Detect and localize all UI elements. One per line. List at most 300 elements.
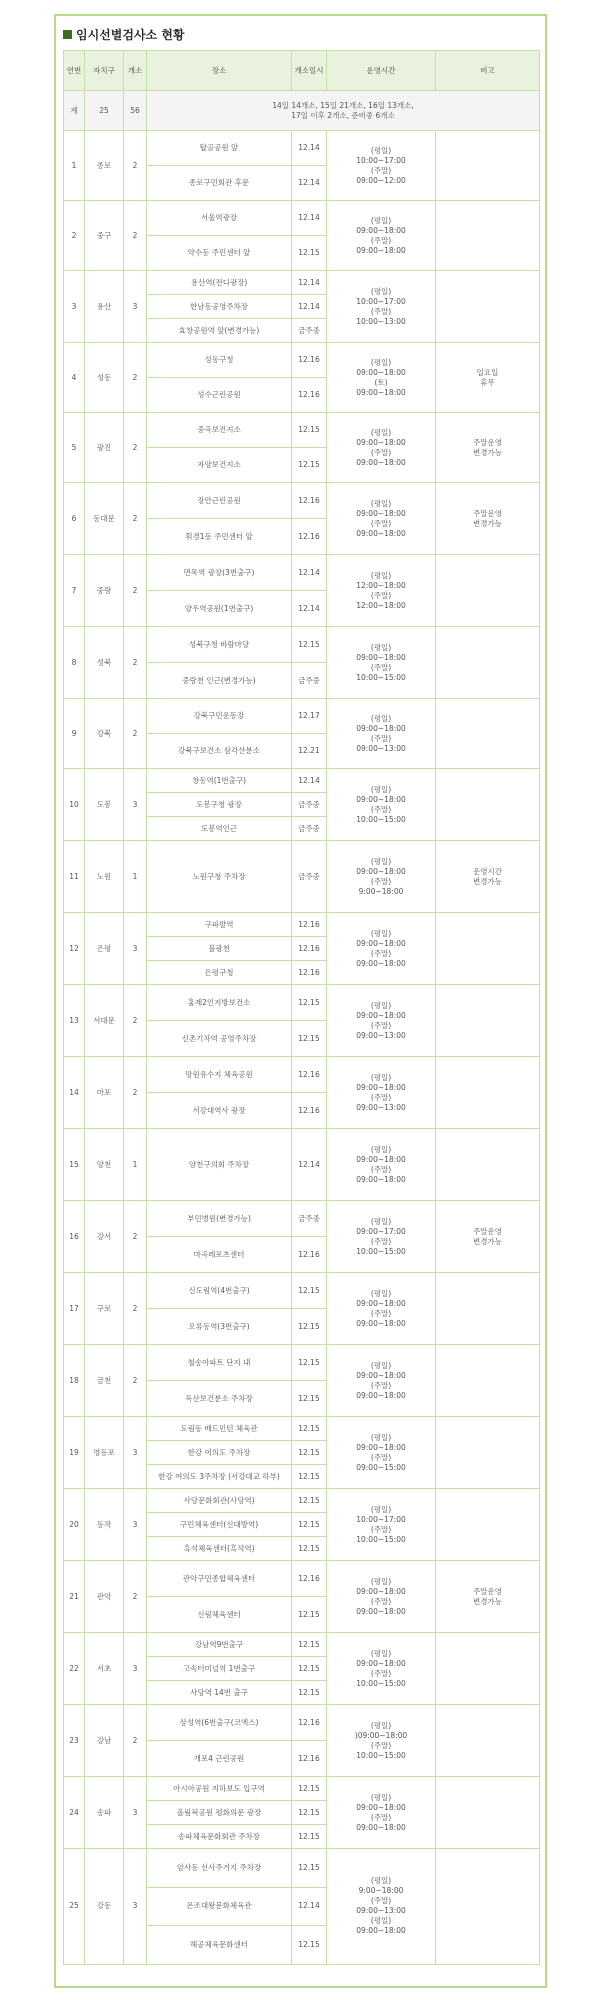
district-no: 18 <box>64 1345 85 1417</box>
place-name: 흑석체육센터(흑석역) <box>147 1537 292 1561</box>
hours-line: (주말) <box>370 876 392 886</box>
open-date: 12.14 <box>292 271 327 295</box>
note-line: 변경가능 <box>473 1596 502 1606</box>
operating-hours <box>327 271 436 343</box>
hours-line: 10:00~17:00 <box>356 1514 406 1524</box>
table-row <box>64 769 540 793</box>
note <box>436 841 540 913</box>
open-date: 12.21 <box>292 734 327 769</box>
hours-line: 09:00~18:00 <box>356 1442 406 1452</box>
open-date: 12.15 <box>292 627 327 663</box>
district-no: 10 <box>64 769 85 841</box>
hours-line: 10:00~15:00 <box>356 672 406 682</box>
open-date: 금주중 <box>292 319 327 343</box>
note <box>436 913 540 985</box>
hours-line: (주말) <box>370 1380 392 1390</box>
open-date: 12.15 <box>292 1381 327 1417</box>
header-district: 자치구 <box>85 51 124 91</box>
district-no: 6 <box>64 483 85 555</box>
hours-line: 09:00~18:00 <box>356 1586 406 1596</box>
table-row <box>64 1489 540 1513</box>
header-hours: 운영시간 <box>327 51 436 91</box>
district-no: 12 <box>64 913 85 985</box>
district-name: 동작 <box>85 1489 124 1561</box>
open-date: 12.16 <box>292 1561 327 1597</box>
hours-line: (토) <box>374 377 388 387</box>
hours-line: 09:00~18:00 <box>356 1318 406 1328</box>
hours-line: )09:00~18:00 <box>354 1730 408 1740</box>
hours-line: (주말) <box>370 1020 392 1030</box>
open-date: 금주중 <box>292 817 327 841</box>
district-no: 4 <box>64 343 85 413</box>
hours-line: 09:00~18:00 <box>356 958 406 968</box>
district-no: 16 <box>64 1201 85 1273</box>
note-line: 일요일 <box>476 367 499 377</box>
hours-line: (주말) <box>370 1812 392 1822</box>
district-count: 2 <box>124 483 147 555</box>
hours-line: (주말) <box>370 948 392 958</box>
hours-line: (평일) <box>370 215 392 225</box>
district-name: 성동 <box>85 343 124 413</box>
hours-line: 09:00~13:00 <box>356 743 406 753</box>
operating-hours <box>327 343 436 413</box>
note <box>436 1561 540 1633</box>
note <box>436 1201 540 1273</box>
district-count: 2 <box>124 1057 147 1129</box>
hours-line: 09:00~18:00 <box>356 723 406 733</box>
place-name: 중곡보건지소 <box>147 413 292 448</box>
section-heading <box>63 24 538 44</box>
operating-hours <box>327 483 436 555</box>
open-date: 12.15 <box>292 448 327 483</box>
open-date: 12.14 <box>292 131 327 166</box>
header-note: 비고 <box>436 51 540 91</box>
hours-line: 09:00~18:00 <box>356 1822 406 1832</box>
district-no: 8 <box>64 627 85 699</box>
open-date: 12.16 <box>292 378 327 413</box>
hours-line: 09:00~18:00 <box>356 1010 406 1020</box>
hours-line: (평일) <box>370 427 392 437</box>
hours-line: (평일) <box>370 1916 392 1926</box>
hours-line: (주말) <box>370 1236 392 1246</box>
open-date: 12.15 <box>292 1513 327 1537</box>
place-name: 개포4 근린공원 <box>147 1741 292 1777</box>
open-date: 금주중 <box>292 841 327 913</box>
hours-line: (평일) <box>370 1720 392 1730</box>
district-no: 20 <box>64 1489 85 1561</box>
open-date: 12.16 <box>292 519 327 555</box>
district-no: 22 <box>64 1633 85 1705</box>
operating-hours <box>327 627 436 699</box>
hours-line: (주말) <box>370 235 392 245</box>
district-name: 강남 <box>85 1705 124 1777</box>
note <box>436 1273 540 1345</box>
place-name: 서울역광장 <box>147 201 292 236</box>
hours-line: (평일) <box>370 928 392 938</box>
district-no: 19 <box>64 1417 85 1489</box>
table-row <box>64 271 540 295</box>
hours-line: (주말) <box>370 165 392 175</box>
place-name: 휘경1동 주민센터 앞 <box>147 519 292 555</box>
hours-line: (평일) <box>370 1648 392 1658</box>
district-name: 서초 <box>85 1633 124 1705</box>
place-name: 철송아파트 단지 내 <box>147 1345 292 1381</box>
hours-line: (주말) <box>370 1164 392 1174</box>
district-count: 2 <box>124 343 147 413</box>
place-name: 온조대왕문화체육관 <box>147 1887 292 1926</box>
hours-line: 10:00~17:00 <box>356 296 406 306</box>
place-name: 강남역9번출구 <box>147 1633 292 1657</box>
place-name: 효창공원역 앞(변경가능) <box>147 319 292 343</box>
operating-hours <box>327 1129 436 1201</box>
table-row <box>64 627 540 663</box>
place-name: 신촌기차역 공영주차장 <box>147 1021 292 1057</box>
hours-line: (평일) <box>370 1072 392 1082</box>
note <box>436 555 540 627</box>
hours-line: (주말) <box>370 804 392 814</box>
district-count: 3 <box>124 1849 147 1965</box>
note <box>436 1849 540 1965</box>
district-name: 강북 <box>85 699 124 769</box>
district-count: 2 <box>124 1705 147 1777</box>
place-name: 도림동 배드민턴 체육관 <box>147 1417 292 1441</box>
open-date: 12.16 <box>292 1741 327 1777</box>
district-name: 금천 <box>85 1345 124 1417</box>
district-count: 1 <box>124 1129 147 1201</box>
hours-line: (주말) <box>370 1668 392 1678</box>
open-date: 12.15 <box>292 1926 327 1965</box>
total-district-count: 25 <box>85 91 124 131</box>
operating-hours <box>327 1057 436 1129</box>
note-line: 주말운영 <box>473 437 502 447</box>
hours-line: 10:00~17:00 <box>356 155 406 165</box>
hours-line: 09:00~18:00 <box>356 245 406 255</box>
hours-line: 9:00~18:00 <box>358 886 404 896</box>
hours-line: (주말) <box>370 1452 392 1462</box>
hours-line: 09:00~13:00 <box>356 1030 406 1040</box>
note-line: 변경가능 <box>473 518 502 528</box>
hours-line: (주말) <box>370 306 392 316</box>
table-row <box>64 699 540 734</box>
note <box>436 483 540 555</box>
district-no: 11 <box>64 841 85 913</box>
district-no: 21 <box>64 1561 85 1633</box>
place-name: 홍제2인지방보건소 <box>147 985 292 1021</box>
note-line: 변경가능 <box>473 876 502 886</box>
open-date: 12.14 <box>292 591 327 627</box>
table-row <box>64 1849 540 1888</box>
table-row <box>64 1129 540 1201</box>
hours-line: (평일) <box>370 1576 392 1586</box>
operating-hours <box>327 1201 436 1273</box>
hours-line: 09:00~18:00 <box>356 508 406 518</box>
hours-line: 09:00~18:00 <box>356 528 406 538</box>
hours-line: 09:00~18:00 <box>356 1390 406 1400</box>
district-no: 1 <box>64 131 85 201</box>
place-name: 성동구청 <box>147 343 292 378</box>
note <box>436 1345 540 1417</box>
place-name: 성북구청 바람마당 <box>147 627 292 663</box>
note <box>436 985 540 1057</box>
open-date: 12.15 <box>292 1309 327 1345</box>
place-name: 사당역 14번 출구 <box>147 1681 292 1705</box>
operating-hours <box>327 1273 436 1345</box>
table-row <box>64 1345 540 1381</box>
place-name: 도봉역인근 <box>147 817 292 841</box>
hours-line: (평일) <box>370 1288 392 1298</box>
district-count: 2 <box>124 1345 147 1417</box>
district-count: 2 <box>124 131 147 201</box>
hours-line: (주말) <box>370 1524 392 1534</box>
open-date: 12.15 <box>292 1441 327 1465</box>
place-name: 자양보건지소 <box>147 448 292 483</box>
hours-line: 10:00~15:00 <box>356 814 406 824</box>
district-no: 15 <box>64 1129 85 1201</box>
hours-line: (평일) <box>370 357 392 367</box>
place-name: 약수동 주민센터 앞 <box>147 236 292 271</box>
table-row <box>64 841 540 913</box>
open-date: 12.14 <box>292 555 327 591</box>
place-name: 사당문화회관(사당역) <box>147 1489 292 1513</box>
hours-line: 10:00~15:00 <box>356 1246 406 1256</box>
district-no: 9 <box>64 699 85 769</box>
district-no: 17 <box>64 1273 85 1345</box>
hours-line: (평일) <box>370 856 392 866</box>
table-row <box>64 913 540 937</box>
open-date: 12.16 <box>292 961 327 985</box>
table-row <box>64 1633 540 1657</box>
note-line: 주말운영 <box>473 1226 502 1236</box>
open-date: 12.16 <box>292 343 327 378</box>
district-name: 은평 <box>85 913 124 985</box>
hours-line: (평일) <box>370 1432 392 1442</box>
hours-line: 09:00~18:00 <box>356 437 406 447</box>
status-panel <box>54 14 547 1988</box>
open-date: 12.16 <box>292 1093 327 1129</box>
open-date: 12.14 <box>292 201 327 236</box>
hours-line: (평일) <box>370 1792 392 1802</box>
district-name: 용산 <box>85 271 124 343</box>
hours-line: (평일) <box>370 498 392 508</box>
table-row <box>64 985 540 1021</box>
note <box>436 201 540 271</box>
place-name: 올림픽공원 평화의문 광장 <box>147 1801 292 1825</box>
open-date: 12.15 <box>292 1021 327 1057</box>
open-date: 12.15 <box>292 1537 327 1561</box>
place-name: 해공체육문화센터 <box>147 1926 292 1965</box>
table-row <box>64 555 540 591</box>
open-date: 12.14 <box>292 166 327 201</box>
hours-line: 10:00~13:00 <box>356 316 406 326</box>
operating-hours <box>327 1705 436 1777</box>
district-no: 25 <box>64 1849 85 1965</box>
district-count: 2 <box>124 1561 147 1633</box>
district-name: 서대문 <box>85 985 124 1057</box>
note <box>436 413 540 483</box>
table-row <box>64 483 540 519</box>
hours-line: (주말) <box>370 518 392 528</box>
header-no: 연번 <box>64 51 85 91</box>
district-name: 중구 <box>85 201 124 271</box>
operating-hours <box>327 201 436 271</box>
hours-line: 09:00~18:00 <box>356 652 406 662</box>
table-row <box>64 1057 540 1093</box>
hours-line: (평일) <box>370 1144 392 1154</box>
note <box>436 1129 540 1201</box>
table-row <box>64 343 540 378</box>
place-name: 오류동역(3번출구) <box>147 1309 292 1345</box>
district-count: 2 <box>124 1201 147 1273</box>
hours-line: (주말) <box>370 662 392 672</box>
table-row <box>64 1777 540 1801</box>
operating-hours <box>327 1417 436 1489</box>
district-count: 3 <box>124 1417 147 1489</box>
district-count: 2 <box>124 627 147 699</box>
hours-line: 09:00~18:00 <box>356 367 406 377</box>
hours-line: 09:00~17:00 <box>356 1226 406 1236</box>
open-date: 12.15 <box>292 1345 327 1381</box>
operating-hours <box>327 555 436 627</box>
hours-line: 09:00~18:00 <box>356 1174 406 1184</box>
district-count: 2 <box>124 413 147 483</box>
district-name: 노원 <box>85 841 124 913</box>
district-no: 3 <box>64 271 85 343</box>
district-count: 2 <box>124 1273 147 1345</box>
hours-line: 09:00~18:00 <box>356 387 406 397</box>
place-name: 중랑천 인근(변경가능) <box>147 663 292 699</box>
district-no: 14 <box>64 1057 85 1129</box>
open-date: 12.16 <box>292 913 327 937</box>
open-date: 12.17 <box>292 699 327 734</box>
district-count: 3 <box>124 271 147 343</box>
table-row <box>64 1201 540 1237</box>
hours-line: 09:00~18:00 <box>356 1370 406 1380</box>
place-name: 성수근린공원 <box>147 378 292 413</box>
place-name: 마곡레포츠센터 <box>147 1237 292 1273</box>
district-name: 강서 <box>85 1201 124 1273</box>
place-name: 면목역 광장(3번출구) <box>147 555 292 591</box>
hours-line: (평일) <box>370 145 392 155</box>
operating-hours <box>327 841 436 913</box>
operating-hours <box>327 1633 436 1705</box>
open-date: 12.16 <box>292 483 327 519</box>
open-date: 12.15 <box>292 985 327 1021</box>
district-count: 1 <box>124 841 147 913</box>
district-name: 종로 <box>85 131 124 201</box>
note <box>436 1633 540 1705</box>
open-date: 12.16 <box>292 1237 327 1273</box>
hours-line: 9:00~18:00 <box>358 1886 404 1896</box>
open-date: 12.15 <box>292 1273 327 1309</box>
operating-hours <box>327 1489 436 1561</box>
operating-hours <box>327 1777 436 1849</box>
place-name: 불광천 <box>147 937 292 961</box>
open-date: 12.15 <box>292 1417 327 1441</box>
hours-line: 12:00~18:00 <box>356 580 406 590</box>
hours-line: (주말) <box>370 447 392 457</box>
hours-line: 09:00~18:00 <box>356 225 406 235</box>
hours-line: (평일) <box>370 1216 392 1226</box>
district-no: 24 <box>64 1777 85 1849</box>
hours-line: 10:00~15:00 <box>356 1750 406 1760</box>
hours-line: (주말) <box>370 733 392 743</box>
hours-line: 09:00~15:00 <box>356 1462 406 1472</box>
place-name: 구파발역 <box>147 913 292 937</box>
place-name: 구민체육센터(신대방역) <box>147 1513 292 1537</box>
hours-line: (주말) <box>370 1596 392 1606</box>
district-name: 양천 <box>85 1129 124 1201</box>
open-date: 12.15 <box>292 1825 327 1849</box>
district-name: 강동 <box>85 1849 124 1965</box>
note <box>436 769 540 841</box>
hours-line: (주말) <box>370 590 392 600</box>
note-line: 주말운영 <box>473 1586 502 1596</box>
testing-sites-table <box>63 50 540 1965</box>
place-name: 송파체육문화회관 주차장 <box>147 1825 292 1849</box>
hours-line: 09:00~18:00 <box>356 1802 406 1812</box>
note-line: 휴무 <box>480 377 495 387</box>
district-no: 5 <box>64 413 85 483</box>
note <box>436 343 540 413</box>
district-name: 영등포 <box>85 1417 124 1489</box>
hours-line: 09:00~13:00 <box>356 1102 406 1112</box>
total-label: 계 <box>64 91 85 131</box>
place-name: 양천구의회 주차장 <box>147 1129 292 1201</box>
district-count: 2 <box>124 699 147 769</box>
table-row <box>64 201 540 236</box>
place-name: 한강 여의도 주차장 <box>147 1441 292 1465</box>
header-place: 장소 <box>147 51 292 91</box>
note-line: 운영시간 <box>473 866 502 876</box>
place-name: 망원유수지 체육공원 <box>147 1057 292 1093</box>
place-name: 부민병원(변경가능) <box>147 1201 292 1237</box>
hours-line: 09:00~18:00 <box>356 1926 406 1936</box>
hours-line: 09:00~18:00 <box>356 794 406 804</box>
district-count: 3 <box>124 1777 147 1849</box>
place-name: 종로구민회관 후문 <box>147 166 292 201</box>
district-name: 광진 <box>85 413 124 483</box>
table-row <box>64 1705 540 1741</box>
hours-line: (평일) <box>370 1876 392 1886</box>
hours-line: 09:00~18:00 <box>356 1154 406 1164</box>
hours-line: (주말) <box>370 1308 392 1318</box>
open-date: 금주중 <box>292 793 327 817</box>
hours-line: (평일) <box>370 570 392 580</box>
hours-line: 09:00~18:00 <box>356 938 406 948</box>
place-name: 강북구보건소 삼각산분소 <box>147 734 292 769</box>
open-date: 금주중 <box>292 663 327 699</box>
hours-line: 12:00~18:00 <box>356 600 406 610</box>
district-name: 성북 <box>85 627 124 699</box>
open-date: 12.14 <box>292 295 327 319</box>
place-name: 한남동공영주차장 <box>147 295 292 319</box>
total-row <box>64 91 540 131</box>
hours-line: (주말) <box>370 1092 392 1102</box>
place-name: 관악구민종합체육센터 <box>147 1561 292 1597</box>
note <box>436 1417 540 1489</box>
district-name: 관악 <box>85 1561 124 1633</box>
operating-hours <box>327 1561 436 1633</box>
open-date: 12.14 <box>292 769 327 793</box>
open-date: 12.15 <box>292 1801 327 1825</box>
district-name: 도봉 <box>85 769 124 841</box>
place-name: 탑골공원 앞 <box>147 131 292 166</box>
district-no: 7 <box>64 555 85 627</box>
open-date: 12.15 <box>292 236 327 271</box>
open-date: 12.15 <box>292 1465 327 1489</box>
district-no: 13 <box>64 985 85 1057</box>
open-date: 12.16 <box>292 937 327 961</box>
